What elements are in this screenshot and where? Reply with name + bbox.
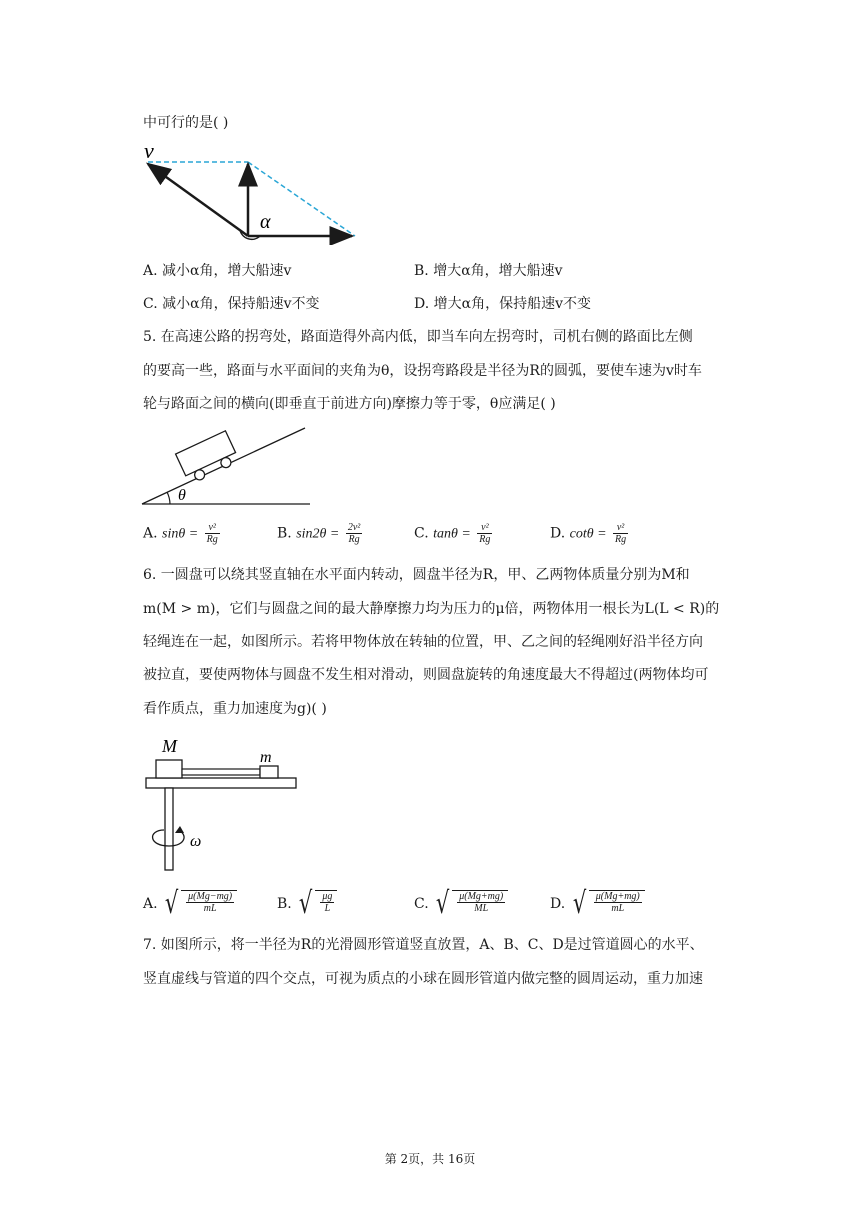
page-footer: 第 2页，共 16页 [384, 1152, 476, 1166]
q4-option-d[interactable]: D. 增大α角，保持船速v不变 [414, 296, 592, 312]
banked-road-diagram [140, 420, 315, 508]
rope [182, 769, 260, 775]
q6-stem-line-4: 被拉直，要使两物体与圆盘不发生相对滑动，则圆盘旋转的角速度最大不得超过(两物体均可 [143, 667, 709, 683]
q5-stem-line-3: 轮与路面之间的横向(即垂直于前进方向)摩擦力等于零，θ应满足( ) [143, 396, 556, 412]
q6-option-b[interactable]: B. √ $\frac{\mu g}{L}$ [277, 890, 337, 918]
v-label: v [144, 140, 154, 163]
q4-option-b[interactable]: B. 增大α角，增大船速v [414, 263, 563, 279]
car-icon [176, 431, 240, 485]
M-label: M [162, 736, 177, 756]
q5-option-c[interactable]: C. tanθ = $\frac{\text{v²}}{Rg}$ [414, 522, 491, 545]
block-M [156, 760, 182, 778]
alpha-label: α [260, 211, 271, 233]
q5-option-d[interactable]: D. cotθ = $\frac{\text{v²}}{Rg}$ [550, 522, 627, 545]
rotation-arrow-head [175, 826, 184, 833]
q7-stem-line-2: 竖直虚线与管道的四个交点，可视为质点的小球在圆形管道内做完整的圆周运动，重力加速 [143, 971, 703, 987]
q6-option-a[interactable]: A. √ $\frac{\mu(Mg-mg)}{mL}$ [143, 890, 237, 918]
m-label: m [260, 749, 272, 766]
q6-stem-line-5: 看作质点，重力加速度为g)( ) [143, 701, 327, 717]
q4-option-a[interactable]: A. 减小α角，增大船速v [143, 263, 292, 279]
q7-stem-line-1: 7. 如图所示，将一半径为R的光滑圆形管道竖直放置，A、B、C、D是过管道圆心的水平、 [143, 937, 704, 953]
q6-option-c[interactable]: C. √ $\frac{\mu(Mg+mg)}{ML}$ [414, 890, 508, 918]
theta-angle-arc [167, 492, 170, 504]
theta-label: θ [178, 487, 186, 504]
q6-stem-line-3: 轻绳连在一起，如图所示。若将甲物体放在转轴的位置，甲、乙之间的轻绳刚好沿半径方向 [143, 634, 703, 650]
q5-option-a[interactable]: A. sinθ = $\frac{\text{v²}}{Rg}$ [143, 522, 218, 545]
boat-velocity-arrow [148, 164, 248, 236]
q6-stem-line-2: m(M > m)，它们与圆盘之间的最大静摩擦力均为压力的μ倍，两物体用一根长为L(L < R)的 [143, 601, 720, 617]
velocity-diagram [140, 140, 370, 245]
rotating-disk-diagram [140, 730, 305, 875]
block-m [260, 766, 278, 778]
q6-option-d[interactable]: D. √ $\frac{\mu(Mg+mg)}{mL}$ [550, 890, 645, 918]
disk-plate [146, 778, 296, 788]
q5-option-b[interactable]: B. sin2θ = $\frac{\text{2v²}}{Rg}$ [277, 522, 361, 545]
omega-label: ω [190, 833, 202, 850]
question-continuation: 中可行的是( ) [143, 115, 229, 131]
q4-option-c[interactable]: C. 减小α角，保持船速v不变 [143, 296, 320, 312]
q5-stem-line-1: 5. 在高速公路的拐弯处，路面造得外高内低，即当车向左拐弯时，司机右侧的路面比左侧 [143, 329, 693, 345]
q5-stem-line-2: 的要高一些，路面与水平面间的夹角为θ，设拐弯路段是半径为R的圆弧，要使车速为v时车 [143, 363, 702, 379]
rotation-axis [165, 788, 173, 870]
q6-stem-line-1: 6. 一圆盘可以绕其竖直轴在水平面内转动，圆盘半径为R，甲、乙两物体质量分别为M和 [143, 567, 690, 583]
